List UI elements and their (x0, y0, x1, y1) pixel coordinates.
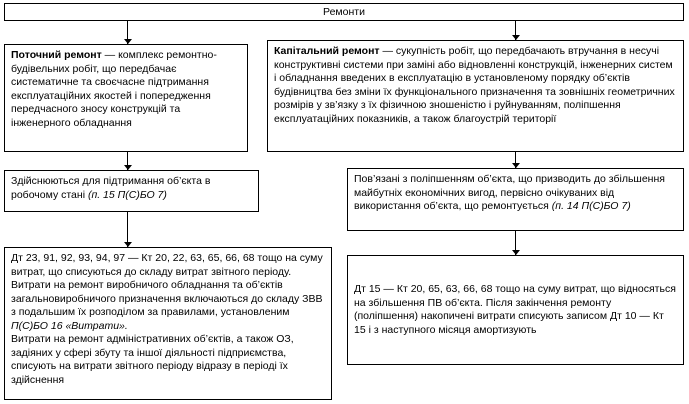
capital-repair-definition-text: — сукупність робіт, що передбачають втручання в несучі конструктивні системи при заміні або відновленні конструкцій, інженерних систем і обладнання введених в експлуатацію в установленому порядку об’єктів будівництва без зміни їх функціонального призначення та зовнішніх геометричних розмірів у зв’язку з їх фізичною зношеністю і руйнуванням, поліпшення експлуатаційних показників, а також благоустрій території (274, 45, 675, 125)
current-repair-purpose-text: Здійснюються для підтримання об’єкта в робочому стані (11, 175, 211, 201)
current-repair-definition-box (4, 44, 248, 152)
capital-repair-purpose-text: Пов’язані з поліпшенням об’єкта, що призводить до збільшення майбутніх економічних вигод, первісно очікуваних від використання об’єкта, що ремонтується (354, 173, 665, 212)
current-repair-purpose-box (4, 170, 259, 212)
current-repair-purpose-ref: (п. 15 П(С)БО 7) (87, 188, 167, 201)
current-repair-accounting-standard-ref: П(С)БО 16 «Витрати». (11, 319, 128, 332)
arrow-current-purpose-to-accounting-icon (127, 212, 128, 247)
arrow-current-def-to-purpose-icon (127, 152, 128, 170)
page-title: Ремонти (323, 6, 365, 18)
arrow-title-to-capital-icon (515, 21, 516, 40)
capital-repair-purpose-box (347, 168, 684, 231)
arrow-capital-def-to-purpose-icon (515, 152, 516, 168)
arrow-title-to-current-icon (127, 21, 128, 44)
repairs-title-box (4, 3, 684, 21)
capital-repair-accounting-box (347, 255, 684, 365)
current-repair-accounting-production-costs-text: Витрати на ремонт виробничого обладнання та об’єктів загальновиробничого призначення включаються до складу ЗВВ з подальшим їх розподілом за правилами, установленим (11, 279, 323, 318)
arrow-capital-purpose-to-accounting-icon (515, 231, 516, 255)
current-repair-accounting-entry: Дт 23, 91, 92, 93, 94, 97 — Кт 20, 22, 63, 65, 66, 68 тощо на суму витрат, що списуються до складу витрат звітного періоду. (11, 252, 323, 278)
current-repair-accounting-production-costs (11, 279, 325, 333)
current-repair-accounting-admin-costs: Витрати на ремонт адміністративних об’єктів, а також ОЗ, задіяних у сфері збуту та іншої діяльності підприємства, списують на витрати звітного періоду відразу в періоді їх здійснення (11, 333, 294, 386)
capital-repair-term: Капітальний ремонт (274, 45, 380, 57)
current-repair-definition-text: — комплекс ремонтно-будівельних робіт, що передбачає систематичне та своєчасне підтримання експлуатаційних якостей і попередження передчасного зносу конструкцій та інженерного обладнання (11, 49, 217, 129)
capital-repair-accounting-entry: Дт 15 — Кт 20, 65, 63, 66, 68 тощо на суму витрат, що відносяться на збільшення ПВ об’єкта. Після закінчення ремонту (поліпшення) накопичені витрати списують записом Дт 10 — Кт 15 і з наступного місяця амортизують (354, 283, 676, 336)
current-repair-accounting-box (4, 247, 332, 400)
capital-repair-purpose-ref: (п. 14 П(С)БО 7) (551, 200, 631, 212)
capital-repair-definition-box (267, 40, 684, 152)
current-repair-term: Поточний ремонт (11, 49, 102, 61)
